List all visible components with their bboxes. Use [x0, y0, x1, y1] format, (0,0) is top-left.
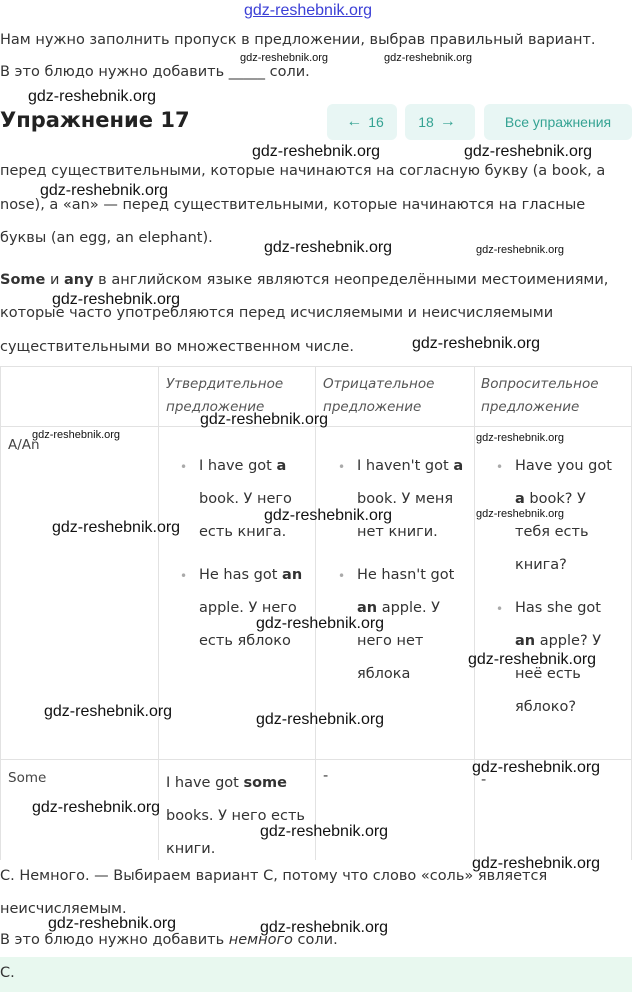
- conclusion-line-3: В это блюдо нужно добавить немного соли.: [0, 932, 338, 948]
- bullet-icon: •: [338, 569, 346, 583]
- watermark: gdz-reshebnik.org: [252, 143, 381, 160]
- watermark: gdz-reshebnik.org: [256, 711, 385, 728]
- next-exercise-label: 18: [418, 114, 434, 130]
- watermark: gdz-reshebnik.org: [412, 335, 541, 352]
- table-header-negative: Отрицательное предложение: [323, 376, 435, 415]
- row-label-some: Some: [8, 770, 47, 786]
- watermark: gdz-reshebnik.org: [476, 432, 565, 444]
- table-border-left: [0, 366, 1, 860]
- prev-exercise-label: 16: [368, 114, 384, 130]
- watermark: gdz-reshebnik.org: [256, 615, 385, 632]
- arrow-left-icon: ←: [346, 113, 363, 130]
- arrow-right-icon: →: [439, 113, 456, 130]
- cell-negative-an: He hasn't got an apple. У него нет яблока: [357, 567, 455, 682]
- watermark: gdz-reshebnik.org: [260, 823, 389, 840]
- para1-line-1: перед существительными, которые начинаются на согласную букву (a book, a: [0, 163, 606, 179]
- intro-line-2: В это блюдо нужно добавить _____ соли.: [0, 64, 310, 80]
- watermark: gdz-reshebnik.org: [476, 244, 565, 256]
- watermark: gdz-reshebnik.org: [472, 759, 601, 776]
- watermark: gdz-reshebnik.org: [264, 239, 393, 256]
- table-header-question: Вопросительное предложение: [481, 376, 599, 415]
- conclusion-line-1: C. Немного. — Выбираем вариант C, потому что слово «соль» является: [0, 868, 548, 884]
- prev-exercise-button[interactable]: [327, 104, 397, 140]
- all-exercises-button[interactable]: [484, 104, 632, 140]
- bullet-icon: •: [338, 460, 346, 474]
- word-any: any: [64, 272, 94, 288]
- watermark: gdz-reshebnik.org: [52, 291, 181, 308]
- conclusion-line-2: неисчисляемым.: [0, 901, 127, 917]
- bullet-icon: •: [180, 460, 188, 474]
- cell-negative-a: I haven't got a book. У меня нет книги.: [357, 458, 464, 540]
- watermark: gdz-reshebnik.org: [48, 915, 177, 932]
- para1-line-3: буквы (an egg, an elephant).: [0, 230, 213, 246]
- cell-question-a: Have you got a book? У тебя есть книга?: [515, 458, 612, 573]
- watermark: gdz-reshebnik.org: [32, 799, 161, 816]
- watermark: gdz-reshebnik.org: [468, 651, 597, 668]
- table-col-divider-3: [474, 366, 475, 860]
- cell-some-negative: -: [323, 768, 329, 784]
- cell-some-affirmative: I have got some books. У него есть книги.: [166, 775, 305, 857]
- page-title: Упражнение 17: [0, 108, 190, 132]
- table-header-affirmative: Утвердительное предложение: [166, 376, 284, 415]
- intro-line-1: Нам нужно заполнить пропуск в предложении, выбрав правильный вариант.: [0, 32, 596, 48]
- para1-line-2: nose), а «an» — перед существительными, которые начинаются на гласные: [0, 197, 586, 213]
- bullet-icon: •: [496, 602, 504, 616]
- answer-box: [0, 957, 632, 992]
- watermark: gdz-reshebnik.org: [476, 508, 565, 520]
- watermark: gdz-reshebnik.org: [44, 703, 173, 720]
- para2-line-1: [0, 272, 608, 288]
- cell-affirm-a: I have got a book. У него есть книга.: [199, 458, 292, 540]
- row-label-a-an: A/An: [8, 437, 40, 453]
- para2-rest: в английском языке являются неопределёнными местоимениями,: [93, 272, 609, 288]
- watermark: gdz-reshebnik.org: [28, 88, 157, 105]
- watermark: gdz-reshebnik.org: [52, 519, 181, 536]
- watermark: gdz-reshebnik.org: [40, 182, 169, 199]
- watermark: gdz-reshebnik.org: [464, 143, 593, 160]
- watermark: gdz-reshebnik.org: [384, 52, 473, 64]
- table-col-divider-1: [158, 366, 159, 860]
- all-exercises-label: Все упражнения: [504, 114, 612, 130]
- watermark: gdz-reshebnik.org: [200, 411, 329, 428]
- cell-question-an: Has she got an apple? У неё есть яблоко?: [515, 600, 602, 715]
- word-and: и: [45, 272, 65, 288]
- para2-line-2: которые часто употребляются перед исчисляемыми и неисчисляемыми: [0, 305, 554, 321]
- watermark: gdz-reshebnik.org: [264, 507, 393, 524]
- para2-line-3: существительными во множественном числе.: [0, 339, 354, 355]
- table-col-divider-2: [315, 366, 316, 860]
- bullet-icon: •: [180, 569, 188, 583]
- watermark: gdz-reshebnik.org: [472, 855, 601, 872]
- answer-text: C.: [0, 965, 15, 981]
- next-exercise-button[interactable]: [405, 104, 475, 140]
- watermark: gdz-reshebnik.org: [260, 919, 389, 936]
- watermark: gdz-reshebnik.org: [240, 52, 329, 64]
- watermark-link[interactable]: gdz-reshebnik.org: [244, 2, 373, 19]
- cell-some-question: -: [481, 772, 487, 788]
- word-some: Some: [0, 272, 46, 288]
- watermark: gdz-reshebnik.org: [32, 429, 121, 441]
- cell-affirm-an: He has got an apple. У него есть яблоко: [199, 567, 303, 649]
- bullet-icon: •: [496, 460, 504, 474]
